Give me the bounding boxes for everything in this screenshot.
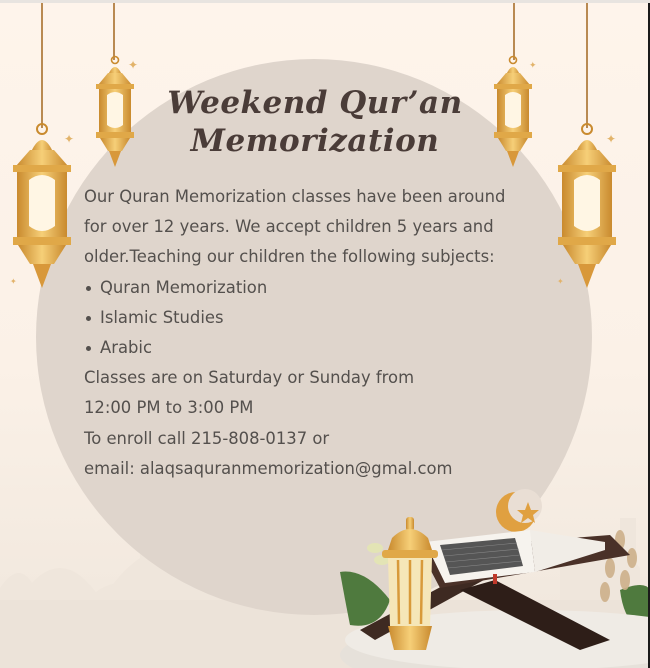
flyer-body bbox=[84, 182, 564, 484]
subject-label: Islamic Studies bbox=[100, 307, 224, 327]
sparkle-icon: ✦ bbox=[128, 58, 139, 72]
subjects-list bbox=[84, 273, 564, 364]
title-line-1: Weekend Qur’an bbox=[167, 85, 463, 121]
intro-line: older.Teaching our children the following subjects: bbox=[84, 247, 495, 267]
bullet-icon bbox=[86, 346, 91, 351]
lantern-string bbox=[41, 3, 43, 128]
enroll-phone-line: To enroll call 215-808-0137 or bbox=[84, 428, 330, 448]
bullet-icon bbox=[86, 316, 91, 321]
intro-line: for over 12 years. We accept children 5 years and bbox=[84, 217, 494, 237]
schedule-time: 12:00 PM to 3:00 PM bbox=[84, 398, 254, 418]
flyer-title bbox=[120, 84, 510, 160]
sparkle-icon: ✦ bbox=[10, 277, 17, 286]
enroll-email-line: email: alaqsaquranmemorization@gmal.com bbox=[84, 458, 453, 478]
subject-label: Quran Memorization bbox=[100, 277, 268, 297]
top-edge-divider bbox=[0, 0, 650, 3]
subject-label: Arabic bbox=[100, 338, 152, 358]
subject-item bbox=[84, 273, 564, 303]
sparkle-icon: ✦ bbox=[557, 277, 564, 286]
sparkle-icon: ✦ bbox=[529, 60, 537, 70]
title-line-2: Memorization bbox=[190, 123, 440, 159]
quran-stand-scene bbox=[320, 480, 650, 668]
table-lantern-icon bbox=[382, 517, 438, 650]
subject-item bbox=[84, 303, 564, 333]
sparkle-icon: ✦ bbox=[606, 132, 617, 146]
lantern-string bbox=[113, 3, 115, 60]
lantern-string bbox=[513, 3, 515, 60]
schedule-line: Classes are on Saturday or Sunday from bbox=[84, 368, 415, 388]
hanging-lantern-icon bbox=[8, 122, 76, 292]
crescent-star-icon bbox=[496, 489, 542, 532]
bullet-icon bbox=[86, 286, 91, 291]
intro-line: Our Quran Memorization classes have been around bbox=[84, 187, 506, 206]
sparkle-icon: ✦ bbox=[64, 132, 75, 146]
lantern-string bbox=[586, 3, 588, 128]
subject-item bbox=[84, 333, 564, 363]
